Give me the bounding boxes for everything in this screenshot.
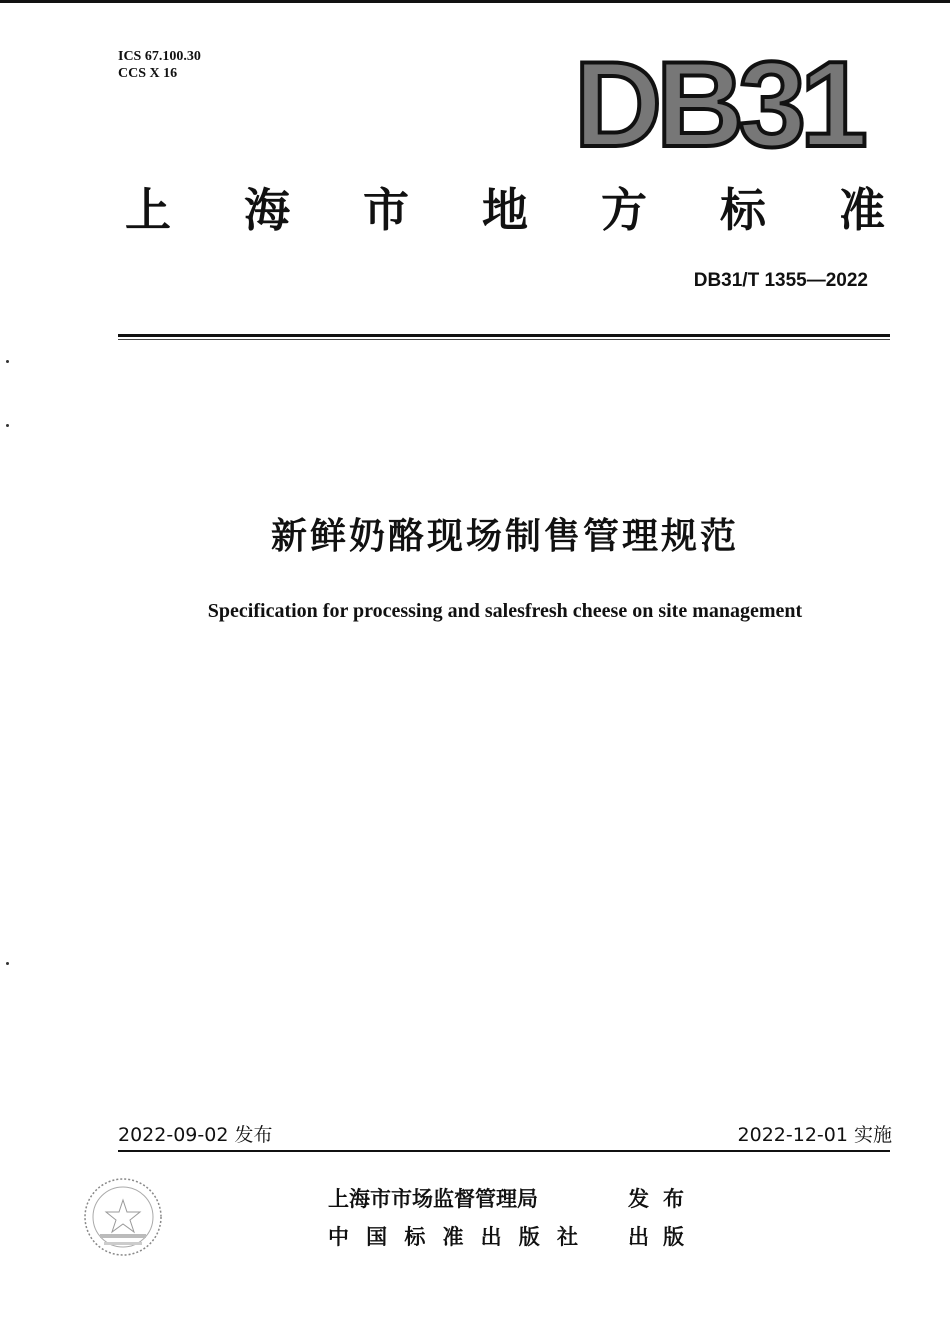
standard-type-char: 准	[839, 183, 885, 237]
classification-codes	[118, 48, 201, 82]
standard-number: DB31/T 1355—2022	[693, 270, 868, 291]
ics-code: ICS 67.100.30	[118, 49, 201, 64]
standard-type-char: 地	[482, 183, 528, 237]
publisher-block	[328, 1180, 698, 1256]
db31-logo: DB31	[574, 36, 862, 172]
standard-type-char: 标	[720, 183, 766, 237]
issuer-row	[328, 1180, 698, 1218]
publisher-char: 标	[404, 1225, 426, 1249]
official-seal-icon	[78, 1172, 168, 1262]
publisher-organization	[328, 1218, 584, 1256]
standard-type-char: 市	[363, 183, 409, 237]
issuer-organization: 上海市市场监督管理局	[328, 1187, 538, 1211]
scan-mark	[6, 360, 9, 363]
scan-mark	[6, 962, 9, 965]
publisher-char: 出	[480, 1225, 502, 1249]
issuer-role: 发布	[628, 1187, 698, 1211]
standard-type-char: 海	[244, 183, 290, 237]
publisher-row	[328, 1218, 698, 1256]
header-divider-thin	[118, 339, 890, 340]
implementation-date: 2022-12-01 实施	[737, 1124, 892, 1146]
standard-type-char: 方	[601, 183, 647, 237]
footer-divider	[118, 1150, 890, 1152]
issue-date: 2022-09-02 发布	[118, 1124, 273, 1146]
top-border-line	[0, 0, 950, 3]
document-title-english: Specification for processing and salesfresh cheese on site management	[207, 600, 803, 622]
document-title-chinese: 新鲜奶酪现场制售管理规范	[270, 516, 739, 557]
publisher-char: 准	[442, 1225, 464, 1249]
header-divider-thick	[118, 334, 890, 337]
publisher-role: 出版	[628, 1225, 698, 1249]
publisher-char: 版	[518, 1225, 540, 1249]
standard-type-char: 上	[125, 183, 171, 237]
ccs-code: CCS X 16	[118, 66, 178, 81]
publisher-char: 国	[366, 1225, 388, 1249]
publisher-char: 中	[328, 1225, 349, 1249]
publisher-char: 社	[556, 1225, 578, 1249]
standard-type-heading	[125, 180, 885, 240]
scan-mark	[6, 424, 9, 427]
